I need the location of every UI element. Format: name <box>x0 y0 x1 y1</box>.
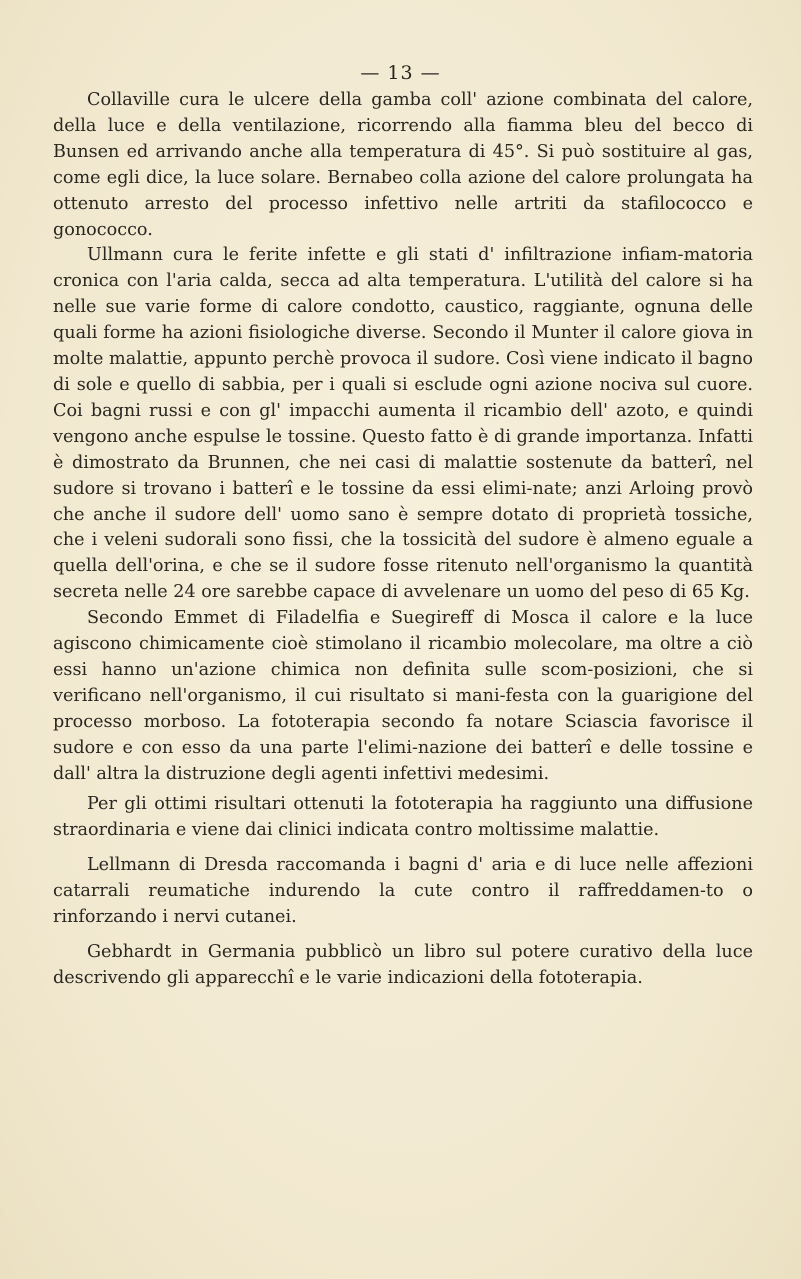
paragraph-collaville: Collaville cura le ulcere della gamba coll' azione combinata del calore, della luce e della ventilazione, ricorrendo alla fiamma bleu del becco di Bunsen ed arrivando anche alla temperatura di 45°. Si può sostituire al gas, come egli dice, la luce solare. Bernabeo colla azione del calore prolungata ha ottenuto arresto del processo infettivo nelle artriti da stafilococco e gonococco. <box>53 90 753 240</box>
body-text <box>53 88 753 992</box>
paragraph-emmet: Secondo Emmet di Filadelfia e Suegireff di Mosca il calore e la luce agiscono chimicamente cioè stimolano il ricambio molecolare, ma oltre a ciò essi hanno un'azione chimica non definita sulle scom-posizioni, che si verificano nell'organismo, il cui risultato si mani-festa con la guarigione del processo morboso. La fototerapia secondo fa notare Sciascia favorisce il sudore e con esso da una parte l'elimi-nazione dei batterî e delle tossine e dall' altra la distruzione degli agenti infettivi medesimi. <box>53 608 753 784</box>
page-number: — 13 — <box>360 62 441 84</box>
paragraph-gebhardt: Gebhardt in Germania pubblicò un libro sul potere curativo della luce descrivendo gli apparecchî e le varie indicazioni della fototerapia. <box>53 942 753 988</box>
paragraph-fototerapia: Per gli ottimi risultari ottenuti la fototerapia ha raggiunto una diffusione straordinaria e viene dai clinici indicata contro moltissime malattie. <box>53 794 753 841</box>
paragraph-lellmann: Lellmann di Dresda raccomanda i bagni d' aria e di luce nelle affezioni catarrali reumatiche indurendo la cute contro il raffreddamen-to o rinforzando i nervi cutanei. <box>53 855 753 928</box>
paragraph-ullmann: Ullmann cura le ferite infette e gli stati d' infiltrazione infiam-matoria cronica con l'aria calda, secca ad alta temperatura. L'utilità del calore si ha nelle sue varie forme di calore condotto, caustico, raggiante, ognuna delle quali forme ha azioni fisiologiche diverse. Secondo il Munter il calore giova in molte malattie, appunto perchè provoca il sudore. Così viene indicato il bagno di sole e quello di sabbia, per i quali si esclude ogni azione nociva sul cuore. Coi bagni russi e con gl' impacchi aumenta il ricambio dell' azoto, e quindi vengono anche espulse le tossine. Questo fatto è di grande importanza. Infatti è dimostrato da Brunnen, che nei casi di malattie sostenute da batterî, nel sudore si trovano i batterî e le tossine da essi elimi-nate; anzi Arloing provò che anche il sudore dell' uomo sano è sempre dotato di proprietà tossiche, che i veleni sudorali sono fissi, che la tossicità del sudore è almeno eguale a quella dell'orina, e che se il sudore fosse ritenuto nell'organismo la quantità secreta nelle 24 ore sarebbe capace di avvelenare un uomo del peso di 65 Kg. <box>53 245 753 603</box>
